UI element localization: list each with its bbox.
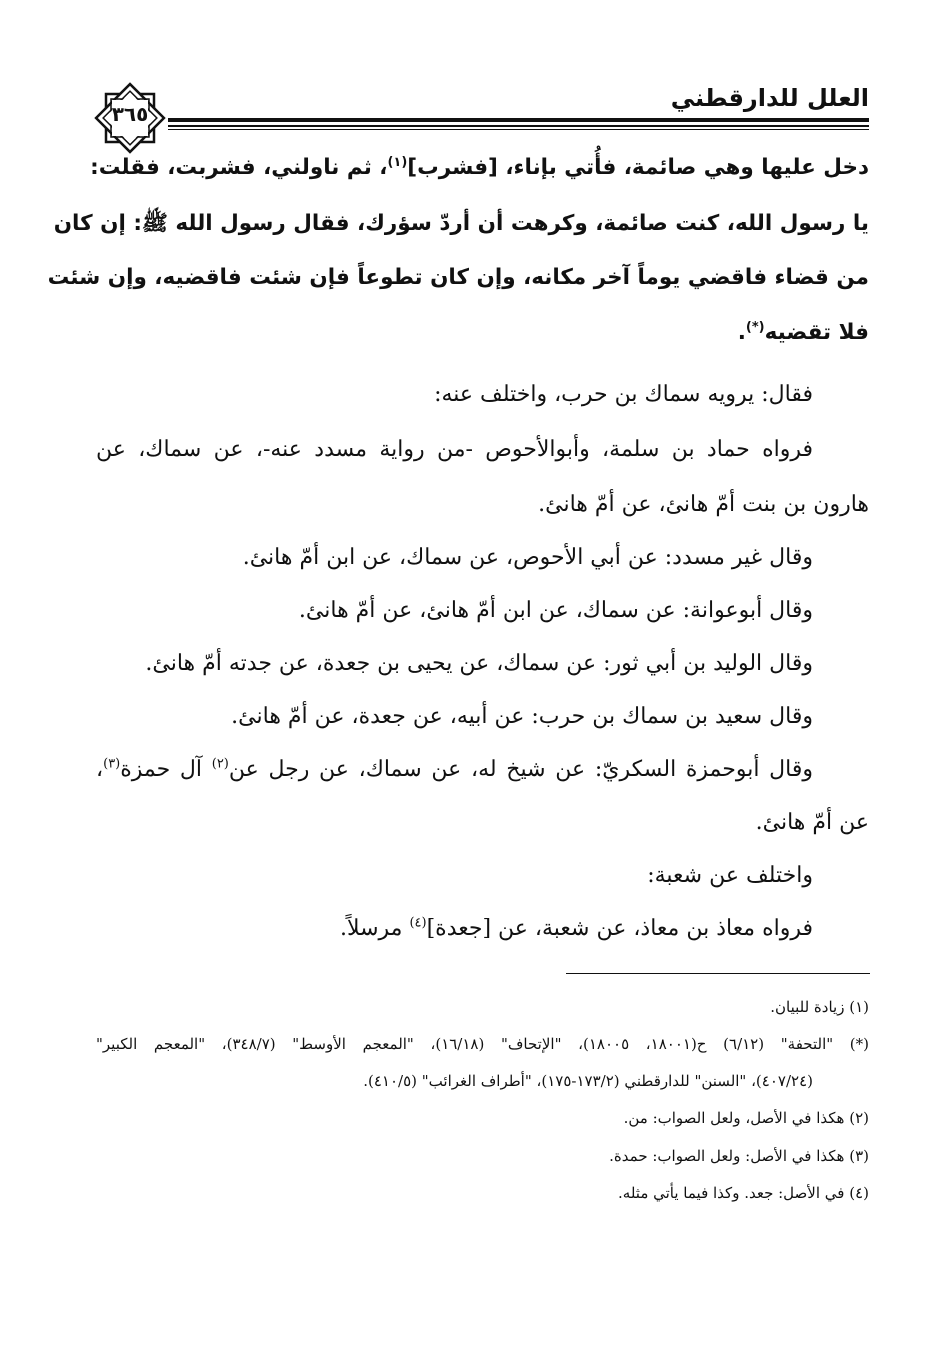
page-number-badge — [92, 80, 168, 156]
body-line: هارون بن بنت أمّ هانئ، عن أمّ هانئ. — [538, 492, 869, 517]
footnote: (١) زيادة للبيان. — [770, 998, 869, 1016]
body-line: فرواه حماد بن سلمة، وأبوالأحوص -من رواية مسدد عنه-، عن سماك، عن — [96, 437, 813, 462]
footnote-separator — [566, 973, 870, 974]
running-header-title: العلل للدارقطني — [670, 84, 869, 112]
body-line: وقال الوليد بن أبي ثور: عن سماك، عن يحيى بن جعدة، عن جدته أمّ هانئ. — [145, 651, 813, 676]
footnote: (٣) هكذا في الأصل: ولعل الصواب: حمدة. — [609, 1147, 869, 1165]
body-line: عن أمّ هانئ. — [755, 810, 869, 835]
footnote: (٢) هكذا في الأصل، ولعل الصواب: من. — [623, 1109, 869, 1127]
body-line: وقال سعيد بن سماك بن حرب: عن أبيه، عن جعدة، عن أمّ هانئ. — [231, 704, 813, 729]
body-line: وقال أبوحمزة السكريّ: عن شيخ له، عن سماك، عن رجل عن$^{(٢)}$ آل حمزة$^{(٣)}$، — [96, 756, 813, 782]
body-line: من قضاء فاقضي يوماً آخر مكانه، وإن كان تطوعاً فإن شئت فاقضيه، وإن شئت — [47, 265, 869, 290]
header-rule — [168, 129, 869, 130]
footnote: (٤) في الأصل: جعد. وكذا فيما يأتي مثله. — [618, 1184, 869, 1202]
body-line: فلا تقضيه(*). — [737, 319, 869, 345]
header-rule — [168, 125, 869, 127]
footnote-continuation: (٤٠٧/٢٤)، "السنن" للدارقطني (١٧٣/٢-١٧٥)، "أطراف الغرائب" (٤١٠/٥). — [363, 1072, 813, 1090]
body-line: فرواه معاذ بن معاذ، عن شعبة، عن [جعدة]$^{(٤)}$ مرسلاً. — [339, 915, 813, 941]
body-line: فقال: يرويه سماك بن حرب، واختلف عنه: — [434, 382, 813, 407]
body-line: يا رسول الله، كنت صائمة، وكرهت أن أردّ سؤرك، فقال رسول الله ﷺ: إن كان — [53, 211, 869, 236]
body-line: واختلف عن شعبة: — [647, 863, 813, 888]
footnote: (*) "التحفة" (٦/١٢) ح(١٨٠٠١، ١٨٠٠٥)، "الإتحاف" (١٦/١٨)، "المعجم الأوسط" (٣٤٨/٧)، "المعجم الكبير" — [96, 1035, 870, 1053]
body-line: وقال أبوعوانة: عن سماك، عن ابن أمّ هانئ، عن أمّ هانئ. — [298, 598, 813, 623]
page-number: ٣٦٥ — [111, 102, 149, 126]
header-rule — [168, 118, 869, 122]
body-line: وقال غير مسدد: عن أبي الأحوص، عن سماك، عن ابن أمّ هانئ. — [242, 545, 813, 570]
body-line: دخل عليها وهي صائمة، فأُتي بإناء، [فشرب]$^{(١)}$، ثم ناولني، فشربت، فقلت: — [90, 154, 869, 180]
